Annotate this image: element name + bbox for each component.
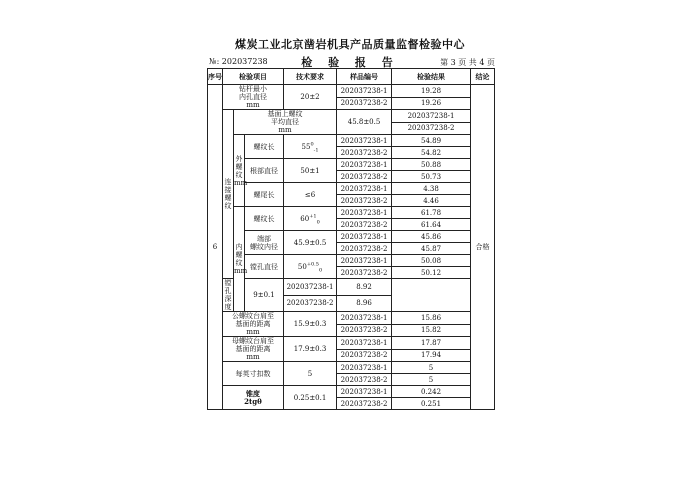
result-value: 50.88: [392, 159, 471, 171]
result-value: 19.26: [392, 97, 471, 110]
table-row: [208, 110, 495, 123]
sample-number: 202037238-2: [337, 195, 392, 207]
seq-number: 6: [208, 85, 223, 410]
header-seq: 序号: [208, 69, 223, 85]
item-requirement: [284, 135, 337, 159]
sample-number: 202037238-2: [284, 295, 337, 312]
sample-number: 202037238-1: [337, 135, 392, 147]
sample-number: 202037238-1: [337, 183, 392, 195]
result-value: 45.86: [392, 231, 471, 243]
result-value: 50.12: [392, 267, 471, 279]
sample-number: 202037238-1: [337, 337, 392, 350]
table-row: [208, 312, 495, 325]
table-row: [208, 183, 495, 195]
item-name: 公螺纹台肩至 基面的距离 mm: [223, 312, 284, 337]
sample-number: 202037238-1: [337, 386, 392, 398]
result-value: 45.87: [392, 243, 471, 255]
sample-number: 202037238-2: [337, 97, 392, 110]
sample-number: 202037238-2: [392, 122, 471, 135]
result-value: 50.73: [392, 171, 471, 183]
result-value: 0.251: [392, 398, 471, 410]
item-name: 螺尾长: [245, 183, 284, 207]
header-item: 检验项目: [223, 69, 284, 85]
result-value: 0.242: [392, 386, 471, 398]
item-name: 锥度 2tgθ: [223, 386, 284, 410]
requirement-upper-tolerance: +0.5: [306, 261, 319, 268]
table-row: [208, 135, 495, 147]
item-requirement: 45.9±0.5: [284, 231, 337, 255]
sample-number: 202037238-2: [337, 171, 392, 183]
table-row: [208, 362, 495, 374]
sample-number: 202037238-1: [337, 159, 392, 171]
sample-number: 202037238-2: [337, 324, 392, 337]
requirement-nominal: 55: [301, 142, 311, 151]
table-row: [208, 255, 495, 267]
sample-number: 202037238-1: [337, 85, 392, 98]
result-value: 15.82: [392, 324, 471, 337]
header-conclusion: 结论: [471, 69, 495, 85]
item-requirement: 20±2: [284, 85, 337, 110]
sample-number: 202037238-2: [337, 267, 392, 279]
sample-number: 202037238-1: [337, 231, 392, 243]
report-title: 检 验 报 告: [301, 56, 399, 69]
item-requirement: 45.8±0.5: [337, 110, 392, 135]
requirement-nominal: 50: [297, 262, 307, 271]
result-value: 17.94: [392, 349, 471, 362]
result-value: 17.87: [392, 337, 471, 350]
page-info: 第 3 页 共 4 页: [440, 58, 495, 67]
result-value: 8.92: [337, 279, 392, 296]
table-row: [208, 386, 495, 398]
item-requirement: 15.9±0.3: [284, 312, 337, 337]
sample-number: 202037238-1: [392, 110, 471, 123]
item-name: 钻杆最小 内孔直径 mm: [223, 85, 284, 110]
conclusion: 合格: [471, 85, 495, 410]
table-row: [208, 231, 495, 243]
item-name: 基面上螺纹 平均直径 mm: [234, 110, 337, 135]
table-header-row: [208, 69, 495, 85]
requirement-upper-tolerance: 0: [310, 141, 314, 148]
result-value: 15.86: [392, 312, 471, 325]
sample-number: 202037238-1: [284, 279, 337, 296]
table-row: [208, 85, 495, 98]
result-value: 54.82: [392, 147, 471, 159]
result-value: 54.89: [392, 135, 471, 147]
sample-number: 202037238-1: [337, 312, 392, 325]
result-value: 4.38: [392, 183, 471, 195]
sample-number: 202037238-1: [337, 255, 392, 267]
requirement-upper-tolerance: +1: [309, 213, 317, 220]
inner-thread-label: 内 螺 纹 mm: [234, 207, 245, 312]
sample-number: 202037238-2: [337, 243, 392, 255]
item-name: 端部 螺纹内径: [245, 231, 284, 255]
item-name: 镗孔深度: [224, 279, 232, 311]
item-requirement: 50±1: [284, 159, 337, 183]
header-sample-no: 样品编号: [337, 69, 392, 85]
result-value: 4.46: [392, 195, 471, 207]
sample-number: 202037238-2: [337, 147, 392, 159]
item-requirement: ≤6: [284, 183, 337, 207]
header-requirement: 技术要求: [284, 69, 337, 85]
result-value: 5: [392, 362, 471, 374]
requirement-lower-tolerance: -1: [313, 146, 319, 153]
requirement-lower-tolerance: 0: [316, 218, 320, 225]
result-value: 19.28: [392, 85, 471, 98]
item-name: 根部直径: [245, 159, 284, 183]
report-number: №: 202037238: [209, 57, 268, 66]
item-name: 每英寸扣数: [223, 362, 284, 386]
result-value: 61.64: [392, 219, 471, 231]
requirement-nominal: 60: [300, 214, 310, 223]
table-row: [208, 207, 495, 219]
table-row: [208, 159, 495, 171]
item-name: 母螺纹台肩至 基面的距离 mm: [223, 337, 284, 362]
sample-number: 202037238-2: [337, 349, 392, 362]
sample-number: 202037238-1: [337, 207, 392, 219]
result-value: 50.08: [392, 255, 471, 267]
item-name: 螺纹长: [245, 135, 284, 159]
item-requirement: 17.9±0.3: [284, 337, 337, 362]
item-name: 镗孔直径: [245, 255, 284, 279]
group-label: 连接螺纹: [223, 110, 234, 279]
result-value: 5: [392, 374, 471, 386]
item-requirement: 9±0.1: [245, 279, 284, 312]
result-value: 61.78: [392, 207, 471, 219]
table-row: [208, 279, 495, 296]
item-requirement: [284, 255, 337, 279]
sample-number: 202037238-1: [337, 362, 392, 374]
sample-number: 202037238-2: [337, 398, 392, 410]
item-requirement: [284, 207, 337, 231]
header-result: 检验结果: [392, 69, 471, 85]
requirement-lower-tolerance: 0: [318, 266, 323, 273]
inspection-table: [207, 68, 495, 410]
result-value: 8.96: [337, 295, 392, 312]
organization-name: 煤炭工业北京凿岩机具产品质量监督检验中心: [235, 38, 465, 51]
sample-number: 202037238-2: [337, 219, 392, 231]
table-row: [208, 337, 495, 350]
item-name: 螺纹长: [245, 207, 284, 231]
item-requirement: 5: [284, 362, 337, 386]
outer-thread-label: 外 螺 纹 mm: [234, 135, 245, 207]
sample-number: 202037238-2: [337, 374, 392, 386]
item-requirement: 0.25±0.1: [284, 386, 337, 410]
